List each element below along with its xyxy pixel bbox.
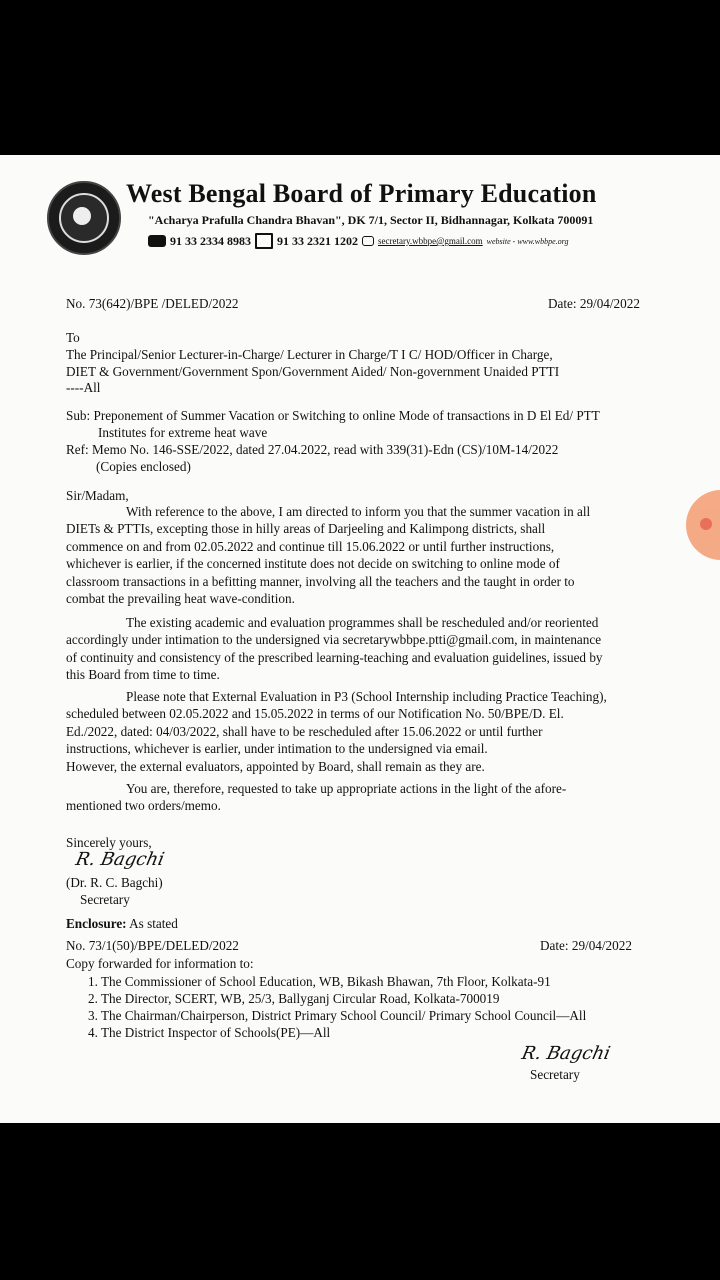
paragraph-3-line: However, the external evaluators, appointed by Board, shall remain as they are. bbox=[66, 758, 485, 774]
paragraph-1-line: commence on and from 02.05.2022 and continue till 15.06.2022 or until further instructions, bbox=[66, 538, 555, 554]
memo-number: No. 73(642)/BPE /DELED/2022 bbox=[66, 296, 239, 311]
phone-number: 91 33 2334 8983 bbox=[170, 233, 251, 248]
signatory-name: (Dr. R. C. Bagchi) bbox=[66, 875, 163, 890]
mail-icon bbox=[362, 236, 374, 246]
letter-document bbox=[0, 155, 720, 1123]
phone-icon bbox=[148, 235, 166, 247]
list-item: 3. The Chairman/Chairperson, District Primary School Council/ Primary School Council—All bbox=[88, 1008, 587, 1023]
board-logo-icon bbox=[47, 181, 121, 255]
memo-date: Date: 29/04/2022 bbox=[548, 296, 640, 311]
signatory-title: Secretary bbox=[80, 892, 130, 907]
copy-forward-heading: Copy forwarded for information to: bbox=[66, 956, 254, 971]
signature: R. Bagchi bbox=[73, 849, 167, 870]
paragraph-1 bbox=[66, 503, 670, 607]
website: website - www.wbbpe.org bbox=[486, 236, 569, 246]
fax-icon bbox=[255, 233, 273, 249]
copy-memo-number: No. 73/1(50)/BPE/DELED/2022 bbox=[66, 938, 239, 953]
assistive-dot-icon bbox=[700, 518, 712, 530]
paragraph-2-line: The existing academic and evaluation programmes shall be rescheduled and/or reoriented bbox=[126, 615, 599, 630]
board-address: "Acharya Prafulla Chandra Bhavan", DK 7/1, Sector II, Bidhannagar, Kolkata 700091 bbox=[148, 213, 594, 227]
recipient-to: To bbox=[66, 330, 80, 345]
enclosure bbox=[66, 915, 178, 933]
enclosure-value: As stated bbox=[129, 916, 178, 931]
paragraph-3-line: Please note that External Evaluation in P3 (School Internship including Practice Teaching), bbox=[126, 689, 607, 704]
copy-memo-date: Date: 29/04/2022 bbox=[540, 938, 632, 953]
paragraph-4-line: mentioned two orders/memo. bbox=[66, 798, 221, 814]
recipient-line-1: The Principal/Senior Lecturer-in-Charge/ Lecturer in Charge/T I C/ HOD/Officer in Charge, bbox=[66, 347, 553, 362]
paragraph-1-line: With reference to the above, I am directed to inform you that the summer vacation in all bbox=[126, 504, 591, 519]
board-name: West Bengal Board of Primary Education bbox=[126, 179, 597, 208]
recipient-line-2: DIET & Government/Government Spon/Government Aided/ Non-government Unaided PTTI bbox=[66, 364, 560, 379]
paragraph-1-line: DIETs & PTTIs, excepting those in hilly areas of Darjeeling and Kalimpong districts, shall bbox=[66, 521, 546, 537]
list-item: 2. The Director, SCERT, WB, 25/3, Ballyganj Circular Road, Kolkata-700019 bbox=[88, 991, 500, 1006]
copy-recipient-list bbox=[88, 973, 586, 1041]
signature-2: R. Bagchi bbox=[519, 1043, 613, 1064]
email-address: secretary.wbbpe@gmail.com bbox=[378, 236, 483, 246]
paragraph-1-line: combat the prevailing heat wave-condition. bbox=[66, 591, 295, 607]
paragraph-3-line: instructions, whichever is earlier, under intimation to the undersigned via email. bbox=[66, 741, 488, 757]
paragraph-3-line: Ed./2022, dated: 04/03/2022, shall have to be rescheduled after 15.06.2022 or until further bbox=[66, 723, 543, 739]
salutation: Sir/Madam, bbox=[66, 488, 129, 503]
reference-line-1: Ref: Memo No. 146-SSE/2022, dated 27.04.2022, read with 339(31)-Edn (CS)/10M-14/2022 bbox=[66, 442, 559, 457]
recipient-line-3: ----All bbox=[66, 380, 101, 395]
contact-line bbox=[148, 233, 568, 249]
subject-line-1: Sub: Preponement of Summer Vacation or Switching to online Mode of transactions in D El Ed/ PTT bbox=[66, 408, 600, 423]
paragraph-1-line: classroom transactions in a befitting manner, involving all the teachers and the taught in order to bbox=[66, 573, 575, 589]
enclosure-label: Enclosure: bbox=[66, 916, 127, 931]
paragraph-2-line: of continuity and consistency of the prescribed learning-teaching and evaluation guidelines, issued by bbox=[66, 649, 603, 665]
list-item: 4. The District Inspector of Schools(PE)—All bbox=[88, 1025, 331, 1040]
paragraph-4 bbox=[66, 780, 670, 815]
signatory-title-2: Secretary bbox=[530, 1067, 580, 1082]
closing-sincerely: Sincerely yours, bbox=[66, 835, 152, 850]
paragraph-4-line: You are, therefore, requested to take up appropriate actions in the light of the afore- bbox=[126, 781, 567, 796]
subject-line-2: Institutes for extreme heat wave bbox=[98, 425, 268, 440]
list-item: 1. The Commissioner of School Education, WB, Bikash Bhawan, 7th Floor, Kolkata-91 bbox=[88, 974, 551, 989]
paragraph-1-line: whichever is earlier, if the concerned institute does not decide on switching to online mode of bbox=[66, 556, 560, 572]
reference-line-2: (Copies enclosed) bbox=[96, 459, 191, 474]
paragraph-2 bbox=[66, 614, 670, 684]
paragraph-3-line: scheduled between 02.05.2022 and 15.05.2022 in terms of our Notification No. 50/BPE/D. El. bbox=[66, 706, 564, 722]
paragraph-2-line: accordingly under intimation to the undersigned via secretarywbbpe.ptti@gmail.com, in maintenance bbox=[66, 632, 602, 648]
paragraph-3 bbox=[66, 688, 670, 775]
paragraph-2-line: this Board from time to time. bbox=[66, 667, 220, 683]
fax-number: 91 33 2321 1202 bbox=[277, 233, 358, 248]
